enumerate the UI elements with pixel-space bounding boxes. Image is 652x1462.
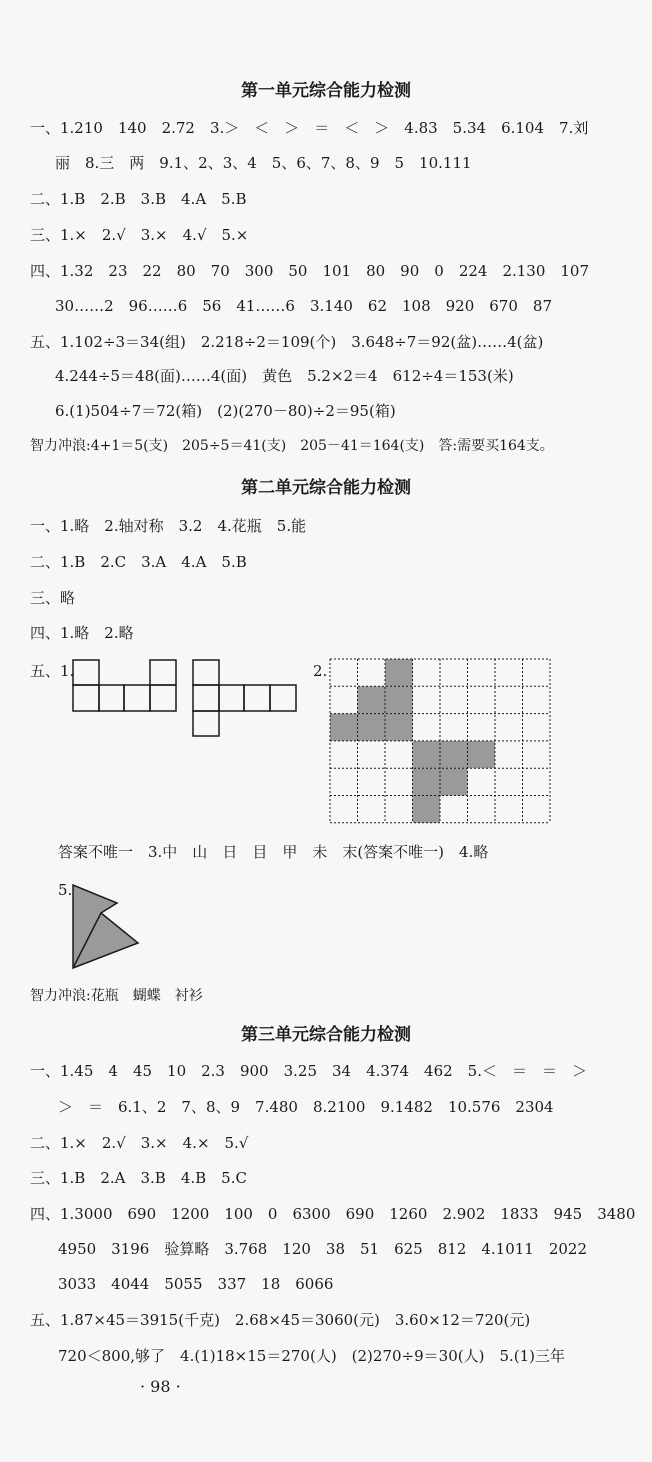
unit2-q5-2-label: 2. [313, 662, 328, 680]
cube-net-2 [193, 660, 296, 736]
unit2-title: 第二单元综合能力检测 [241, 478, 411, 498]
shaded-cell [413, 796, 441, 823]
unit2-line-2: 二、1.B 2.C 3.A 4.A 5.B [30, 553, 247, 571]
unit1-line-7: 五、1.102÷3＝34(组) 2.218÷2＝109(个) 3.648÷7＝92(盆)……4(盆) [30, 333, 544, 351]
unit3-line-8: 五、1.87×45＝3915(千克) 2.68×45＝3060(元) 3.60×12＝720(元) [30, 1311, 531, 1329]
unit1-line-3: 二、1.B 2.B 3.B 4.A 5.B [30, 190, 247, 208]
unit2-line-3: 三、略 [30, 589, 76, 607]
unit1-line-9: 6.(1)504÷7＝72(箱) (2)(270－80)÷2＝95(箱) [55, 402, 396, 420]
unit1-line-6: 30……2 96……6 56 41……6 3.140 62 108 920 670 87 [55, 297, 552, 315]
shaded-cell [413, 741, 441, 768]
unit3-line-2: ＞ ＝ 6.1、2 7、8、9 7.480 8.2100 9.1482 10.576 2304 [58, 1098, 554, 1116]
unit1-line-5: 四、1.32 23 22 80 70 300 50 101 80 90 0 224 2.130 107 [30, 262, 590, 280]
shaded-cell [330, 714, 358, 741]
page-number: · 98 · [140, 1377, 181, 1396]
unit3-line-6: 4950 3196 验算略 3.768 120 38 51 625 812 4.1011 2022 [58, 1240, 588, 1258]
shape-figure [73, 885, 138, 968]
unit2-q5-label: 五、1. [30, 662, 75, 680]
unit3-line-9: 720＜800,够了 4.(1)18×15＝270(人) (2)270÷9＝30(人) 5.(1)三年 [58, 1347, 566, 1365]
shaded-cell [413, 768, 441, 795]
unit1-line-8: 4.244÷5＝48(面)……4(面) 黄色 5.2×2＝4 612÷4＝153(米) [55, 367, 514, 385]
unit2-line-1: 一、1.略 2.轴对称 3.2 4.花瓶 5.能 [30, 517, 307, 535]
dotted-grid [330, 659, 550, 823]
unit1-title: 第一单元综合能力检测 [241, 81, 411, 101]
cube-net-1 [73, 660, 176, 711]
shaded-cell [468, 741, 496, 768]
shaded-cell [385, 714, 413, 741]
unit1-line-2: 丽 8.三 两 9.1、2、3、4 5、6、7、8、9 5 10.111 [55, 154, 472, 172]
shaded-cell [385, 659, 413, 686]
shaded-cell [358, 686, 386, 713]
shaded-cell [385, 686, 413, 713]
unit3-line-1: 一、1.45 4 45 10 2.3 900 3.25 34 4.374 462 5.＜ ＝ ＝ ＞ [30, 1062, 587, 1080]
unit1-line-4: 三、1.× 2.√ 3.× 4.√ 5.× [30, 226, 249, 244]
unit2-line-4: 四、1.略 2.略 [30, 624, 134, 642]
unit2-answer-line: 答案不唯一 3.中 山 日 目 甲 未 末(答案不唯一) 4.略 [58, 843, 489, 861]
unit2-q5-5-label: 5. [58, 881, 73, 899]
shaded-cell [440, 741, 468, 768]
unit3-line-4: 三、1.B 2.A 3.B 4.B 5.C [30, 1169, 247, 1187]
shaded-cell [440, 768, 468, 795]
unit3-line-3: 二、1.× 2.√ 3.× 4.× 5.√ [30, 1134, 249, 1152]
unit1-challenge: 智力冲浪:4+1＝5(支) 205÷5＝41(支) 205－41＝164(支) 答:需要买164支。 [30, 438, 554, 454]
unit3-line-5: 四、1.3000 690 1200 100 0 6300 690 1260 2.902 1833 945 3480 [30, 1205, 636, 1223]
unit1-line-1: 一、1.210 140 2.72 3.＞ ＜ ＞ ＝ ＜ ＞ 4.83 5.34 6.104 7.刘 [30, 119, 589, 137]
unit3-line-7: 3033 4044 5055 337 18 6066 [58, 1275, 334, 1293]
unit2-challenge: 智力冲浪:花瓶 蝴蝶 衬衫 [30, 988, 203, 1004]
unit3-title: 第三单元综合能力检测 [241, 1025, 411, 1045]
shaded-cell [358, 714, 386, 741]
